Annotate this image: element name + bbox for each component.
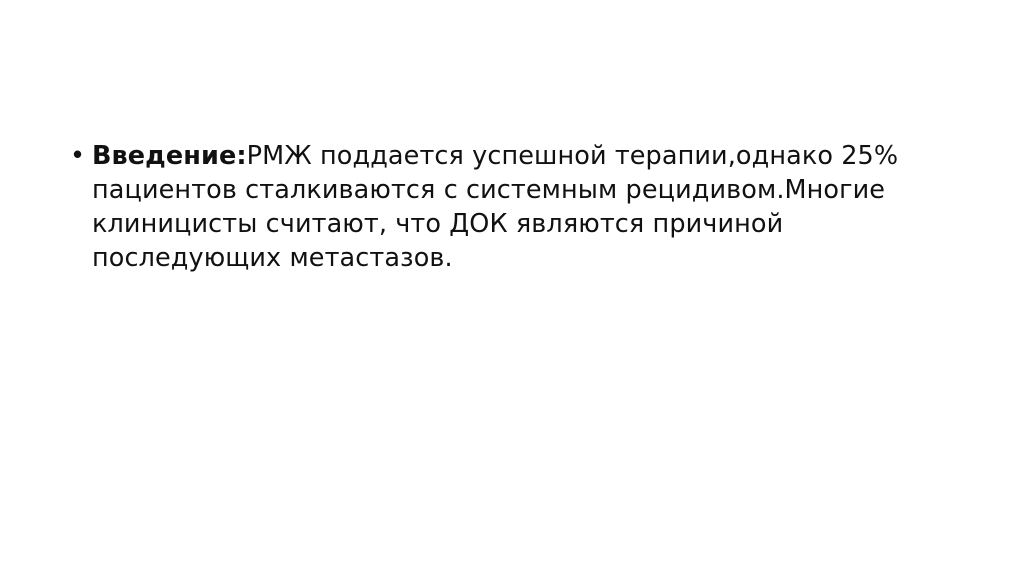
bullet-body-text: РМЖ поддается успешной терапии,однако 25% пациентов сталкиваются с системным рецидивом.Многие клиницисты считают, что ДОК являются причиной последующих метастазов.	[92, 141, 899, 273]
content-placeholder	[64, 140, 954, 276]
bullet-lead-label: Введение:	[92, 141, 247, 171]
list-item	[64, 140, 954, 276]
bullet-icon: •	[70, 141, 86, 171]
